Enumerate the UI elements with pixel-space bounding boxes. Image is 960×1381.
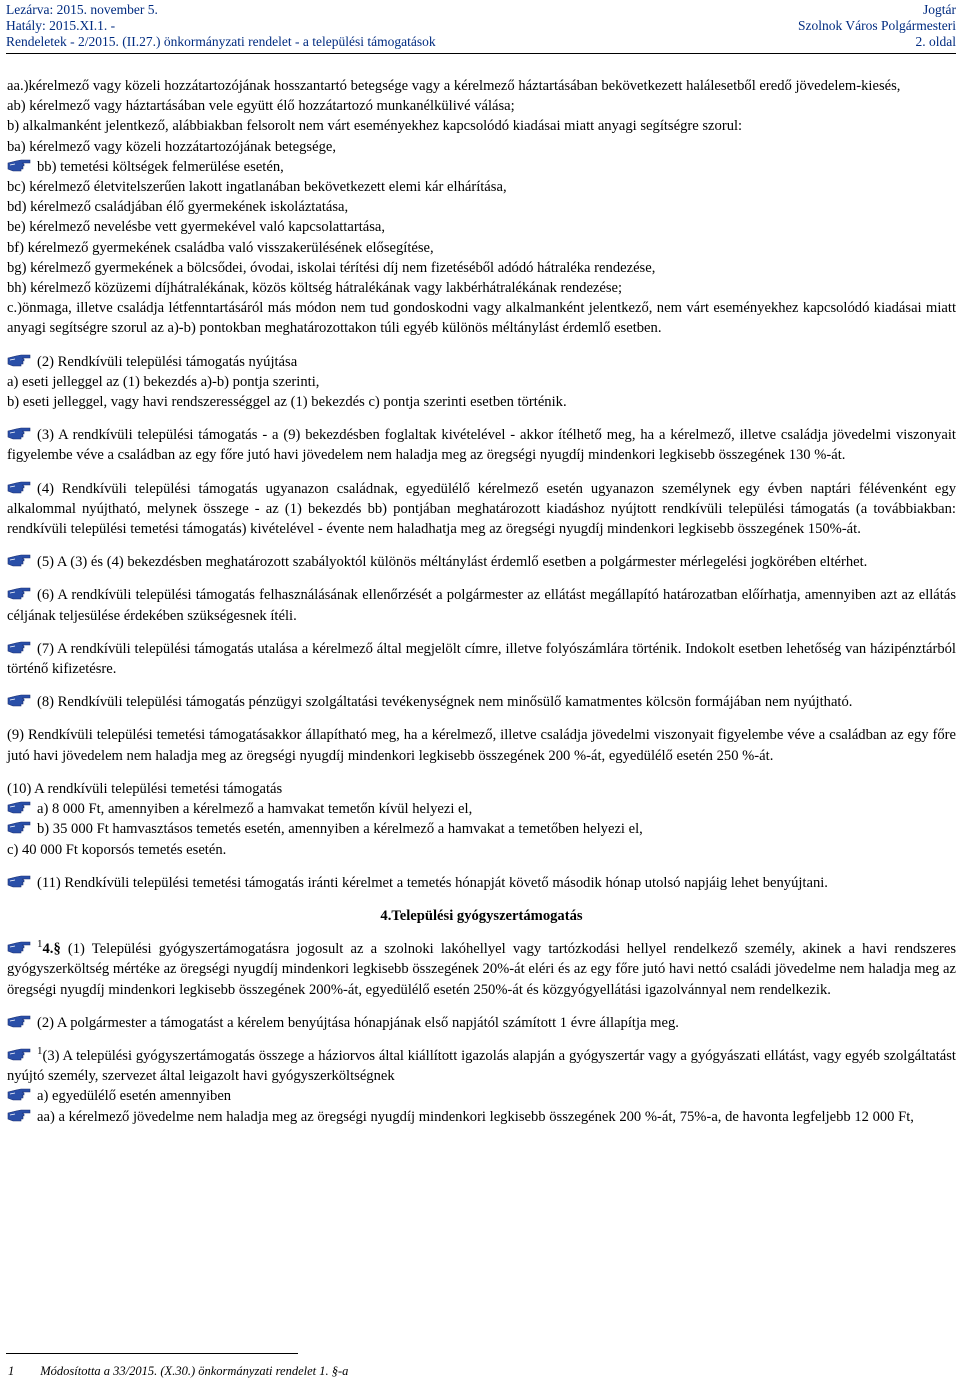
pointing-hand-icon[interactable] [7,1088,31,1101]
pointing-hand-icon[interactable] [7,941,31,954]
paragraph: a) eseti jelleggel az (1) bekezdés a)-b) pontja szerinti, [7,373,320,390]
paragraph: a) 8 000 Ft, amennyiben a kérelmező a hamvakat temetőn kívül helyezi el, [7,799,956,819]
paragraph: (9) Rendkívüli települési temetési támogatásakkor állapítható meg, ha a kérelmező, illetve családja jövedelmi viszonyait figyelembe véve a családban az egy főre jutó havi jövedelem nem haladja meg az öregségi nyugdíj mindenkori legkisebb összegének 200 %-át, egyedülélő esetén 250 %-át. [7,727,956,764]
paragraph: bf) kérelmező gyermekének családba való visszakerülésének elősegítése, [7,239,434,256]
pointing-hand-icon[interactable] [7,481,31,494]
paragraph: $^1$(3) A települési gyógyszertámogatás összege a háziorvos által kiállított igazolás alapján a gyógyszertár vagy a gyógyászati ellátást, vagy egyéb szolgáltatást nyújtó személy, szervezet által leigazolt havi gyógyszerköltségnek [7,1045,956,1085]
publisher-name: Jogtár [923,2,956,17]
pointing-hand-icon[interactable] [7,427,31,440]
pointing-hand-icon[interactable] [7,554,31,567]
paragraph: $^1$4.§ (1) Települési gyógyszertámogatásra jogosult az a szolnoki lakóhellyel vagy tartózkodási hellyel rendelkező személy, akinek a havi rendszeres gyógyszerköltség mértéke az öregségi nyugdíj mindenkori legkisebb összegének 20%-át eléri és az egy főre jutó havi nettó családi jövedelme nem haladja meg az öregségi nyugdíj mindenkori legkisebb összegének 200%-át, egyedülélő esetén 250%-át és közgyógyellátási igazolvánnyal nem rendelkezik. [7,938,956,998]
closing-date: Lezárva: 2015. november 5. [6,2,158,17]
pointing-hand-icon[interactable] [7,801,31,814]
paragraph: b) eseti jelleggel, vagy havi rendszerességgel az (1) bekezdés c) pontja szerinti esetben történik. [7,394,567,411]
section-number: 4.§ [42,941,61,958]
paragraph: aa) a kérelmező jövedelme nem haladja meg az öregségi nyugdíj mindenkori legkisebb összegének 200 %-át, 75%-a, de havonta legfeljebb 12 000 Ft, [7,1107,956,1127]
section-heading: 4.Települési gyógyszertámogatás [380,907,583,924]
paragraph: bb) temetési költségek felmerülése esetén, [7,157,956,177]
document-body [7,76,956,1127]
paragraph: aa.)kérelmező vagy közeli hozzátartozójának hosszantartó betegsége vagy a kérelmező háztartásában bekövetkezett halálesetből eredő jövedelem-kiesés, [7,78,901,94]
pointing-hand-icon[interactable] [7,354,31,367]
pointing-hand-icon[interactable] [7,821,31,834]
paragraph: (11) Rendkívüli települési temetési támogatás iránti kérelmet a temetés hónapját követő második hónap utolsó napjáig lehet benyújtani. [7,873,956,893]
paragraph: bg) kérelmező gyermekének a bölcsődei, óvodai, iskolai térítési díj nem fizetéséből adódó hátraléka rendezése, [7,259,656,276]
paragraph: (2) Rendkívüli települési támogatás nyújtása [7,352,956,372]
pointing-hand-icon[interactable] [7,694,31,707]
page-header [6,2,956,52]
paragraph: (6) A rendkívüli települési támogatás felhasználásának ellenőrzését a polgármester az ellátást megállapító határozatban előírhatja, amennyiben azt az ellátás céljának teljesülése érdekében szükségesnek ítéli. [7,587,956,624]
paragraph: (10) A rendkívüli települési temetési támogatás [7,780,283,797]
paragraph: bd) kérelmező családjában élő gyermekének iskoláztatása, [7,199,349,216]
paragraph: (2) A polgármester a támogatást a kérelem benyújtása hónapjának első napjától számított 1 évre állapítja meg. [7,1013,956,1033]
footnote-divider [6,1353,298,1354]
paragraph: c.)önmaga, illetve családja létfenntartásáról más módon nem tud gondoskodni vagy alkalmanként jelentkező, nem várt eseményekhez kapcsolódó kiadásai miatt anyagi segítségre szorul az a)-b) pontokban meghatározottakon túli egyéb különös méltánylást érdemlő esetben. [7,300,956,337]
footnote [8,1364,348,1379]
pointing-hand-icon[interactable] [7,159,31,172]
paragraph: (7) A rendkívüli települési támogatás utalása a kérelmező által megjelölt címre, illetve folyószámlára történik. Indokolt esetben lehetőség van házipénztárból történő kifizetésre. [7,640,956,678]
paragraph: be) kérelmező nevelésbe vett gyermekével való kapcsolattartása, [7,219,386,236]
pointing-hand-icon[interactable] [7,1015,31,1028]
pointing-hand-icon[interactable] [7,1109,31,1122]
paragraph: (4) Rendkívüli települési támogatás ugyanazon családnak, egyedülélő kérelmező esetén ugyanazon személynek egy évben naptári félévenként egy alkalommal nyújtható, melynek összege - az (1) bekezdés bb) pontjában meghatározott kiadáshoz nyújtott rendkívüli települési támogatás (a továbbiakban: rendkívüli települési temetési támogatás) kivételével - évente nem haladhatja meg az öregségi nyugdíj mindenkori legkisebb összegének 150%-át. [7,480,956,538]
office-name: Szolnok Város Polgármesteri [798,18,956,33]
effective-date: Hatály: 2015.XI.1. - [6,18,116,33]
header-divider [6,53,956,54]
paragraph: (3) A rendkívüli települési támogatás - a (9) bekezdésben foglaltak kivételével - akkor ítélhető meg, ha a kérelmező, illetve családja jövedelmi viszonyait figyelembe véve a családban az egy főre jutó havi jövedelem nem haladja meg az öregségi nyugdíj mindenkori legkisebb összegének 130 %-át. [7,427,956,464]
paragraph: b) alkalmanként jelentkező, alábbiakban felsorolt nem várt eseményekhez kapcsolódó kiadásai miatt anyagi segítségre szorul: [7,118,743,135]
page-number: 2. oldal [915,34,956,49]
pointing-hand-icon[interactable] [7,875,31,888]
paragraph: b) 35 000 Ft hamvasztásos temetés esetén, amennyiben a kérelmező a hamvakat a temetőben helyezi el, [7,819,956,839]
footnote-ref[interactable]: 1 [37,1045,43,1058]
paragraph: a) egyedülélő esetén amennyiben [7,1086,956,1106]
paragraph: c) 40 000 Ft koporsós temetés esetén. [7,841,227,858]
paragraph: ba) kérelmező vagy közeli hozzátartozójának betegsége, [7,138,337,155]
pointing-hand-icon[interactable] [7,1048,31,1061]
paragraph: (5) A (3) és (4) bekezdésben meghatározott szabályoktól különös méltánylást érdemlő esetben a polgármester mérlegelési jogkörében eltérhet. [7,552,956,572]
paragraph: bh) kérelmező közüzemi díjhátralékának, közös költség hátralékának vagy lakbérhátralékának rendezése; [7,280,623,297]
footnote-number: 1 [8,1364,15,1378]
regulation-title: Rendeletek - 2/2015. (II.27.) önkormányzati rendelet - a települési támogatások [6,34,436,49]
header-left [6,2,436,50]
paragraph: ab) kérelmező vagy háztartásában vele együtt élő hozzátartozó munkanélkülivé válása; [7,98,515,115]
paragraph: bc) kérelmező életvitelszerűen lakott ingatlanában bekövetkezett elemi kár elhárítása, [7,179,507,196]
pointing-hand-icon[interactable] [7,587,31,600]
footnote-ref[interactable]: 1 [37,938,43,951]
paragraph: (8) Rendkívüli települési támogatás pénzügyi szolgáltatási tevékenységnek nem minősülő kamatmentes kölcsön formájában nem nyújtható. [7,692,956,712]
footnote-text: Módosította a 33/2015. (X.30.) önkormányzati rendelet 1. §-a [40,1364,349,1378]
header-right [798,2,956,50]
pointing-hand-icon[interactable] [7,641,31,654]
